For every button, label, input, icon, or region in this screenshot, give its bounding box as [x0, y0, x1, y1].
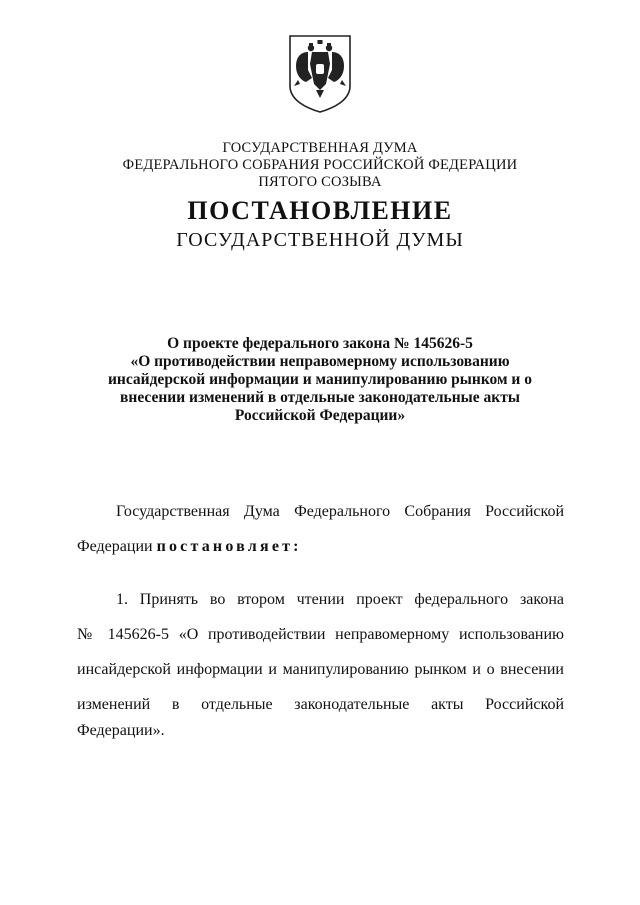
document-title: ПОСТАНОВЛЕНИЕ — [187, 196, 453, 225]
law-title-line-1: О проекте федерального закона № 145626-5 — [167, 335, 473, 352]
law-title-line-5: Российской Федерации» — [234, 407, 406, 424]
item-1-line-4: изменений в отдельные законодательные акты Российской Федерации». — [77, 696, 564, 739]
preamble-verb: постановляет: — [156, 538, 302, 555]
document-subtitle: ГОСУДАРСТВЕННОЙ ДУМЫ — [176, 229, 464, 251]
item-1-paragraph — [77, 587, 564, 739]
state-emblem-icon — [288, 34, 352, 114]
header-line-2: ФЕДЕРАЛЬНОГО СОБРАНИЯ РОССИЙСКОЙ ФЕДЕРАЦИИ — [122, 157, 518, 173]
law-title-line-4: внесении изменений в отдельные законодательные акты — [120, 389, 520, 406]
preamble-paragraph — [77, 499, 564, 569]
preamble-line-2 — [77, 534, 564, 569]
item-1-line-2: № 145626-5 «О противодействии неправомерному использованию — [77, 626, 564, 643]
item-1-line-1: 1. Принять во втором чтении проект федерального закона — [116, 591, 564, 608]
item-1-line-3: инсайдерской информации и манипулированию рынком и о внесении — [77, 661, 564, 678]
law-title — [0, 335, 640, 425]
document-header — [0, 140, 640, 191]
law-title-line-3: инсайдерской информации и манипулированию рынком и о — [107, 371, 532, 388]
preamble-subject: Федерации — [77, 538, 153, 555]
law-title-line-2: «О противодействии неправомерному использованию — [130, 353, 510, 370]
preamble-line-1: Государственная Дума Федерального Собрания Российской — [116, 503, 564, 520]
header-line-1: ГОСУДАРСТВЕННАЯ ДУМА — [222, 140, 418, 156]
header-line-3: ПЯТОГО СОЗЫВА — [258, 174, 382, 190]
